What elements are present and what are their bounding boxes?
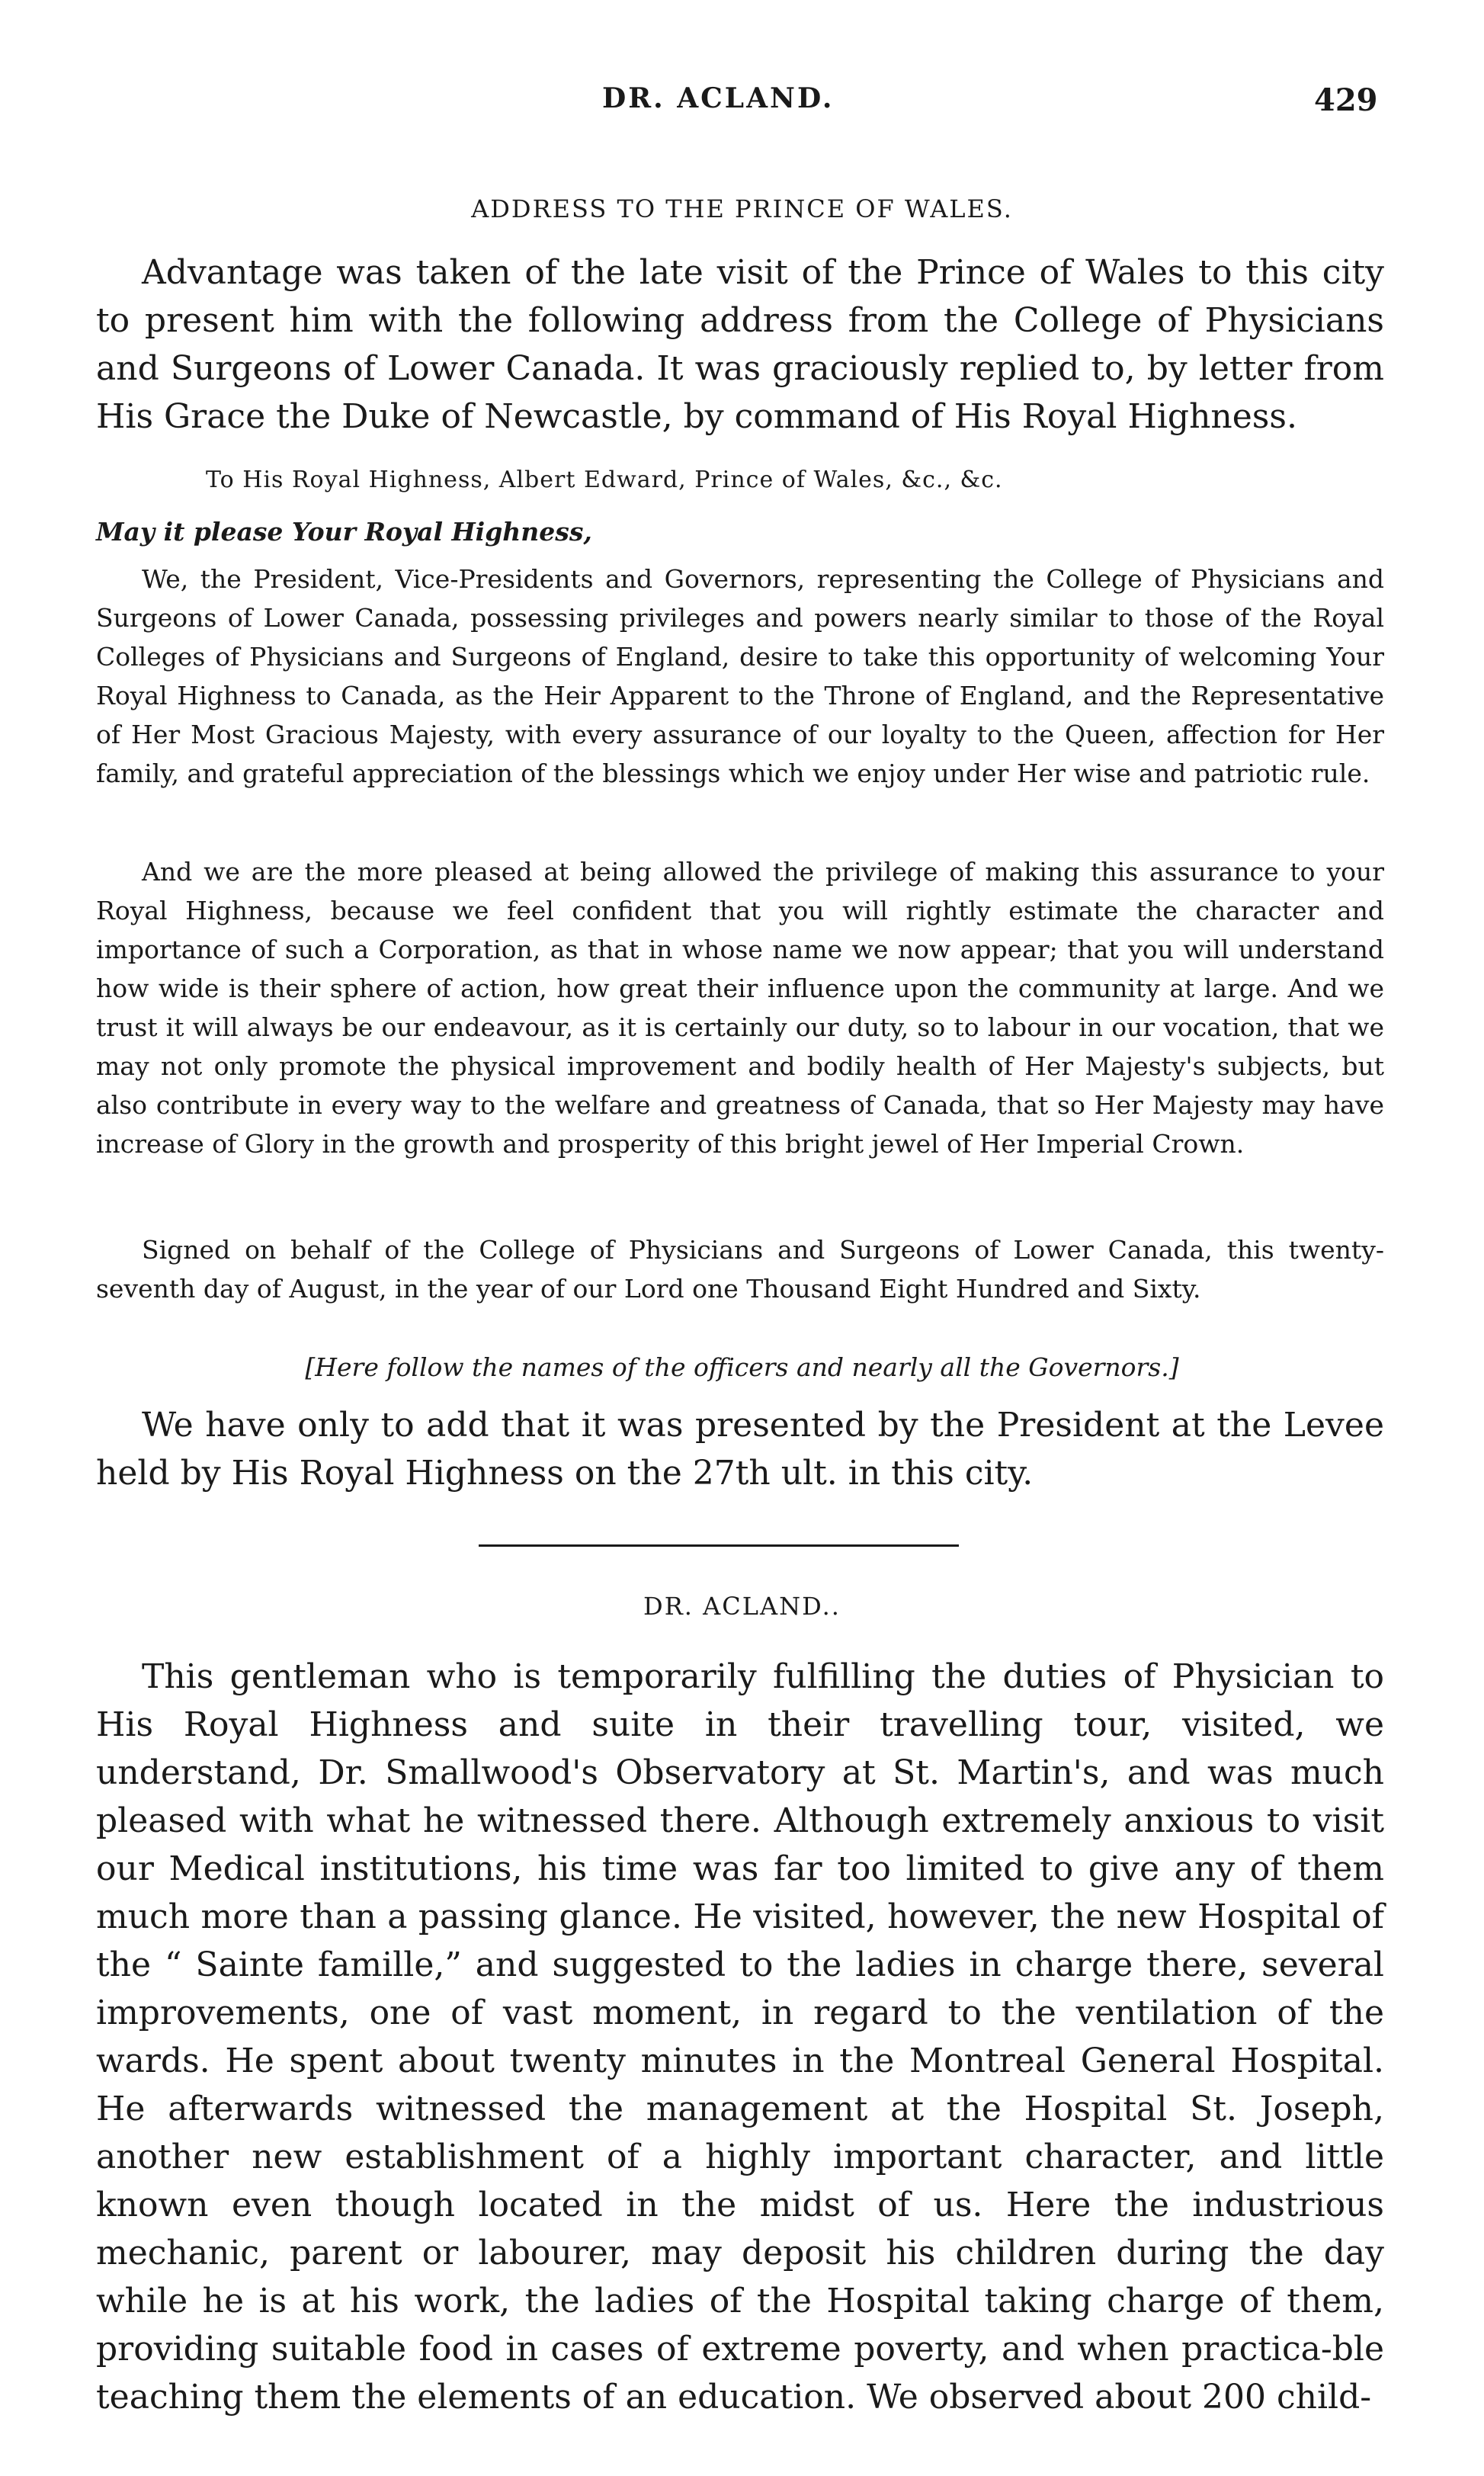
section-divider <box>479 1544 959 1547</box>
section-title-acland: DR. ACLAND.. <box>643 1592 841 1621</box>
address-paragraph-3: Signed on behalf of the College of Physicians and Surgeons of Lower Canada, this twenty-seventh day of August, in the year of our Lord one Thousand Eight Hundred and Sixty. <box>96 1235 1384 1304</box>
acland-paragraph: This gentleman who is temporarily fulfilling the duties of Physician to His Royal Highness and suite in their travelling tour, visited, we understand, Dr. Smallwood's Observatory at St. Martin's, and was much pleased with what he witnessed there. Although extremely anxious to visit our Medical institutions, his time was far too limited to give any of them much more than a passing glance. He visited, however, the new Hospital of the “ Sainte famille,” and suggested to the ladies in charge there, several improvements, one of vast moment, in regard to the ventilation of the wards. He spent about twenty minutes in the Montreal General Hospital. He afterwards witnessed the management at the Hospital St. Joseph, another new establishment of a highly important character, and little known even though located in the midst of us. Here the industrious mechanic, parent or labourer, may deposit his children during the day while he is at his work, the ladies of the Hospital taking charge of them, providing suitable food in cases of extreme poverty, and when practica-ble teaching them the elements of an education. We observed about 200 child- <box>96 1657 1384 2417</box>
address-to-line: To His Royal Highness, Albert Edward, Prince of Wales, &c., &c. <box>206 467 1003 493</box>
section-title-address: ADDRESS TO THE PRINCE OF WALES. <box>471 194 1013 223</box>
address-paragraph-2: And we are the more pleased at being allowed the privilege of making this assurance to your Royal Highness, because we feel confident that you will rightly estimate the character and importance of such a Corporation, as that in whose name we now appear; that you will understand how wide is their sphere of action, how great their influence upon the community at large. And we trust it will always be our endeavour, as it is certainly our duty, so to labour in our vocation, that we may not only promote the physical improvement and bodily health of Her Majesty's subjects, but also contribute in every way to the welfare and greatness of Canada, that so Her Majesty may have increase of Glory in the growth and prosperity of this bright jewel of Her Imperial Crown. <box>96 857 1384 1159</box>
running-head-title: DR. ACLAND. <box>602 82 835 114</box>
address-salutation: May it please Your Royal Highness, <box>96 517 592 547</box>
bracket-note: [Here follow the names of the officers and nearly all the Governors.] <box>305 1352 1179 1382</box>
closing-paragraph: We have only to add that it was presented by the President at the Levee held by His Royal Highness on the 27th ult. in this city. <box>96 1406 1384 1493</box>
intro-paragraph: Advantage was taken of the late visit of the Prince of Wales to this city to present him with the following address from the College of Physicians and Surgeons of Lower Canada. It was graciously replied to, by letter from His Grace the Duke of Newcastle, by command of His Royal Highness. <box>96 253 1384 436</box>
page-number: 429 <box>1314 82 1378 118</box>
running-head <box>0 82 1484 128</box>
address-paragraph-1: We, the President, Vice-Presidents and Governors, representing the College of Physicians and Surgeons of Lower Canada, possessing privileges and powers nearly similar to those of the Royal Colleges of Physicians and Surgeons of England, desire to take this opportunity of welcoming Your Royal Highness to Canada, as the Heir Apparent to the Throne of England, and the Representative of Her Most Gracious Majesty, with every assurance of our loyalty to the Queen, affection for Her family, and grateful appreciation of the blessings which we enjoy under Her wise and patriotic rule. <box>96 564 1384 788</box>
